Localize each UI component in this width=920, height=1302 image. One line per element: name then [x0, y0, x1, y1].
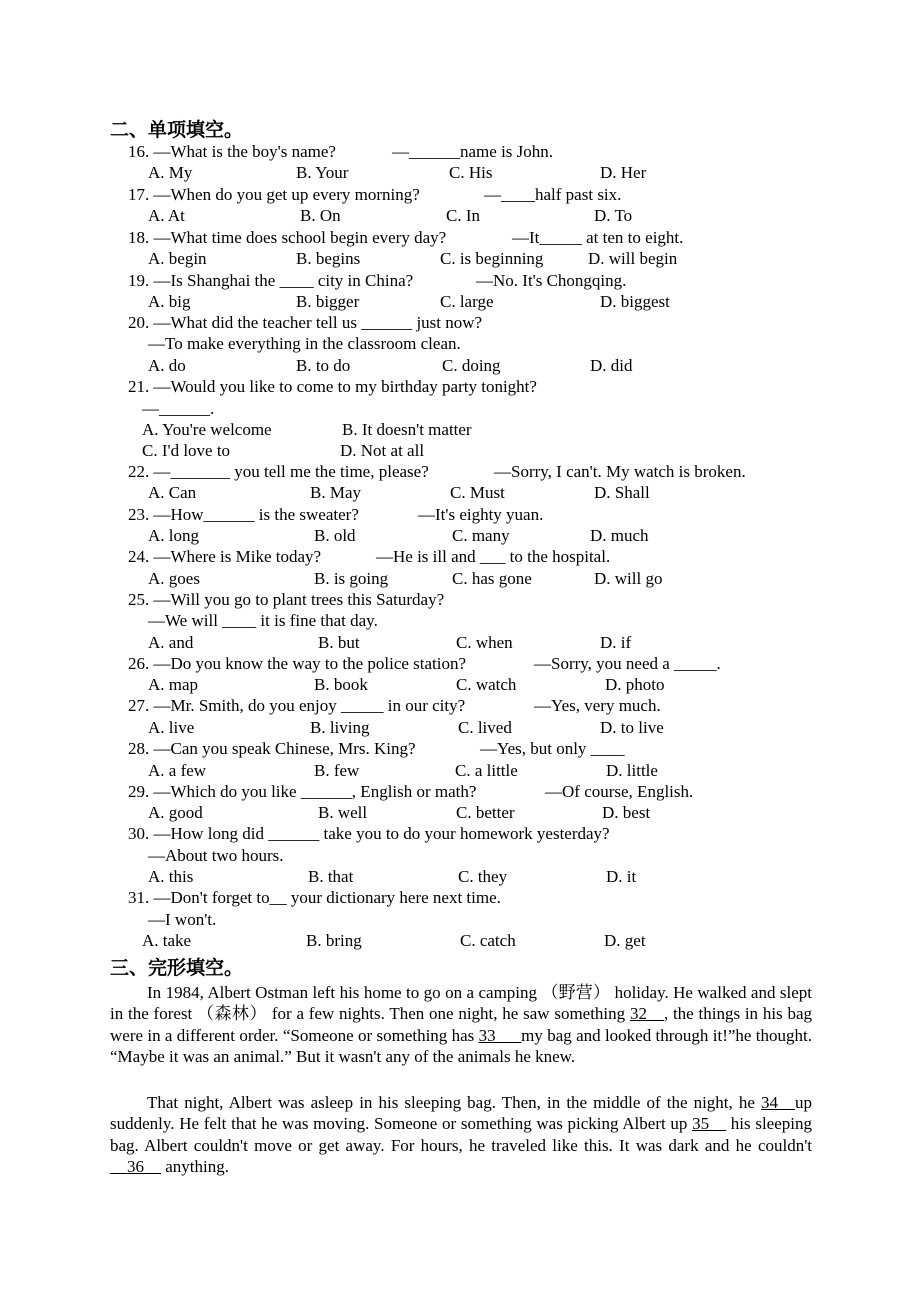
q26-option-c: C. watch	[456, 675, 517, 694]
blank-32: 32__	[629, 1004, 664, 1024]
question-22-answer: —Sorry, I can't. My watch is broken.	[494, 462, 746, 481]
q23-option-b: B. old	[314, 526, 356, 545]
blank-36: __36__	[110, 1156, 161, 1176]
q28-option-d: D. little	[606, 761, 658, 780]
question-29-prompt: 29. —Which do you like ______, English or math?	[128, 782, 477, 801]
question-19-answer: —No. It's Chongqing.	[476, 271, 627, 290]
question-29-answer: —Of course, English.	[545, 782, 694, 801]
q28-option-c: C. a little	[455, 761, 518, 780]
q20-option-d: D. did	[590, 356, 633, 375]
q19-option-b: B. bigger	[296, 292, 360, 311]
question-20-prompt: 20. —What did the teacher tell us ______ just now?	[128, 313, 483, 332]
cloze-p1-text-c: my bag and looked through it!”he thought. “Maybe it was an animal.” But it wasn't any of the animals he knew.	[110, 1025, 812, 1066]
q18-option-d: D. will begin	[588, 249, 678, 268]
q26-option-b: B. book	[314, 675, 368, 694]
question-27-prompt: 27. —Mr. Smith, do you enjoy _____ in our city?	[128, 696, 466, 715]
q29-option-d: D. best	[602, 803, 651, 822]
q22-option-c: C. Must	[450, 483, 505, 502]
blank-34: 34__	[761, 1093, 795, 1112]
question-24-answer: —He is ill and ___ to the hospital.	[376, 547, 611, 566]
q31-option-c: C. catch	[460, 931, 516, 950]
q30-option-a: A. this	[148, 867, 194, 886]
q18-option-c: C. is beginning	[440, 249, 544, 268]
q26-option-a: A. map	[148, 675, 199, 694]
section-2-title: 二、单项填空。	[110, 119, 244, 141]
cloze-p2-text-d: anything.	[161, 1156, 229, 1176]
q29-option-a: A. good	[148, 803, 203, 822]
blank-35: 35__	[692, 1114, 727, 1134]
question-20-answer: —To make everything in the classroom clean.	[148, 334, 461, 353]
cloze-paragraph-1	[110, 982, 812, 1067]
q21-option-a: A. You're welcome	[142, 420, 272, 439]
question-21-answer: —______.	[142, 399, 215, 418]
question-24-prompt: 24. —Where is Mike today?	[128, 547, 322, 566]
q30-option-d: D. it	[606, 867, 637, 886]
q26-option-d: D. photo	[605, 675, 665, 694]
section-3-title: 三、完形填空。	[110, 957, 244, 979]
q22-option-a: A. Can	[148, 483, 197, 502]
q18-option-a: A. begin	[148, 249, 207, 268]
q25-option-c: C. when	[456, 633, 513, 652]
question-21-prompt: 21. —Would you like to come to my birthday party tonight?	[128, 377, 537, 396]
cloze-p1-text-a: In 1984, Albert Ostman left his home to go on a camping （野营） holiday. He walked and slept in the forest （森林） for a few nights. Then one night, he saw something	[110, 983, 812, 1024]
q30-option-c: C. they	[458, 867, 508, 886]
q23-option-c: C. many	[452, 526, 510, 545]
question-30-prompt: 30. —How long did ______ take you to do your homework yesterday?	[128, 824, 610, 843]
question-26-prompt: 26. —Do you know the way to the police station?	[128, 654, 467, 673]
question-22-prompt: 22. —_______ you tell me the time, please?	[128, 462, 429, 481]
q19-option-c: C. large	[440, 292, 494, 311]
q27-option-c: C. lived	[458, 718, 512, 737]
q21-option-c: C. I'd love to	[142, 441, 231, 460]
question-30-answer: —About two hours.	[148, 846, 284, 865]
question-25-answer: —We will ____ it is fine that day.	[148, 611, 378, 630]
question-17-prompt: 17. —When do you get up every morning?	[128, 185, 420, 204]
blank-33: 33___	[478, 1025, 522, 1045]
q29-option-b: B. well	[318, 803, 368, 822]
q30-option-b: B. that	[308, 867, 354, 886]
q20-option-c: C. doing	[442, 356, 501, 375]
question-19-prompt: 19. —Is Shanghai the ____ city in China?	[128, 271, 414, 290]
cloze-p2-text-b: up suddenly. He felt that he was moving. Someone or something was picking Albert up	[110, 1093, 812, 1134]
q27-option-b: B. living	[310, 718, 370, 737]
q31-option-d: D. get	[604, 931, 646, 950]
q25-option-b: B. but	[318, 633, 360, 652]
q20-option-a: A. do	[148, 356, 186, 375]
question-26-answer: —Sorry, you need a _____.	[534, 654, 721, 673]
question-16-prompt: 16. —What is the boy's name?	[128, 142, 336, 161]
q31-option-b: B. bring	[306, 931, 362, 950]
q16-option-a: A. My	[148, 163, 193, 182]
q21-option-d: D. Not at all	[340, 441, 425, 460]
question-28-answer: —Yes, but only ____	[480, 739, 625, 758]
q17-option-d: D. To	[594, 206, 633, 225]
q23-option-d: D. much	[590, 526, 649, 545]
q19-option-d: D. biggest	[600, 292, 670, 311]
q29-option-c: C. better	[456, 803, 515, 822]
q16-option-c: C. His	[449, 163, 493, 182]
q16-option-d: D. Her	[600, 163, 647, 182]
question-17-answer: —____half past six.	[484, 185, 622, 204]
question-18-answer: —It_____ at ten to eight.	[512, 228, 684, 247]
q22-option-d: D. Shall	[594, 483, 650, 502]
q19-option-a: A. big	[148, 292, 191, 311]
cloze-p2-text-c: his sleeping bag. Albert couldn't move or get away. For hours, he traveled like this. It was dark and he couldn't	[110, 1114, 812, 1155]
q24-option-a: A. goes	[148, 569, 200, 588]
q31-option-a: A. take	[142, 931, 192, 950]
q27-option-a: A. live	[148, 718, 195, 737]
question-25-prompt: 25. —Will you go to plant trees this Saturday?	[128, 590, 445, 609]
question-23-prompt: 23. —How______ is the sweater?	[128, 505, 359, 524]
question-31-answer: —I won't.	[148, 910, 217, 929]
cloze-p1-text-b: , the things in his bag were in a different order. “Someone or something has	[110, 1004, 812, 1045]
q27-option-d: D. to live	[600, 718, 664, 737]
q24-option-c: C. has gone	[452, 569, 532, 588]
cloze-p2-text-a: That night, Albert was asleep in his sleeping bag. Then, in the middle of the night, he	[147, 1093, 761, 1112]
q20-option-b: B. to do	[296, 356, 351, 375]
question-23-answer: —It's eighty yuan.	[418, 505, 544, 524]
q25-option-a: A. and	[148, 633, 194, 652]
q16-option-b: B. Your	[296, 163, 349, 182]
q17-option-a: A. At	[148, 206, 185, 225]
q17-option-b: B. On	[300, 206, 341, 225]
q28-option-a: A. a few	[148, 761, 207, 780]
question-28-prompt: 28. —Can you speak Chinese, Mrs. King?	[128, 739, 416, 758]
q24-option-d: D. will go	[594, 569, 663, 588]
question-18-prompt: 18. —What time does school begin every day?	[128, 228, 447, 247]
cloze-paragraph-2	[110, 1092, 812, 1177]
question-27-answer: —Yes, very much.	[534, 696, 661, 715]
q18-option-b: B. begins	[296, 249, 361, 268]
q25-option-d: D. if	[600, 633, 632, 652]
question-16-answer: —______name is John.	[392, 142, 554, 161]
question-31-prompt: 31. —Don't forget to__ your dictionary here next time.	[128, 888, 501, 907]
q22-option-b: B. May	[310, 483, 361, 502]
q21-option-b: B. It doesn't matter	[342, 420, 472, 439]
q23-option-a: A. long	[148, 526, 199, 545]
q24-option-b: B. is going	[314, 569, 389, 588]
q17-option-c: C. In	[446, 206, 480, 225]
q28-option-b: B. few	[314, 761, 360, 780]
